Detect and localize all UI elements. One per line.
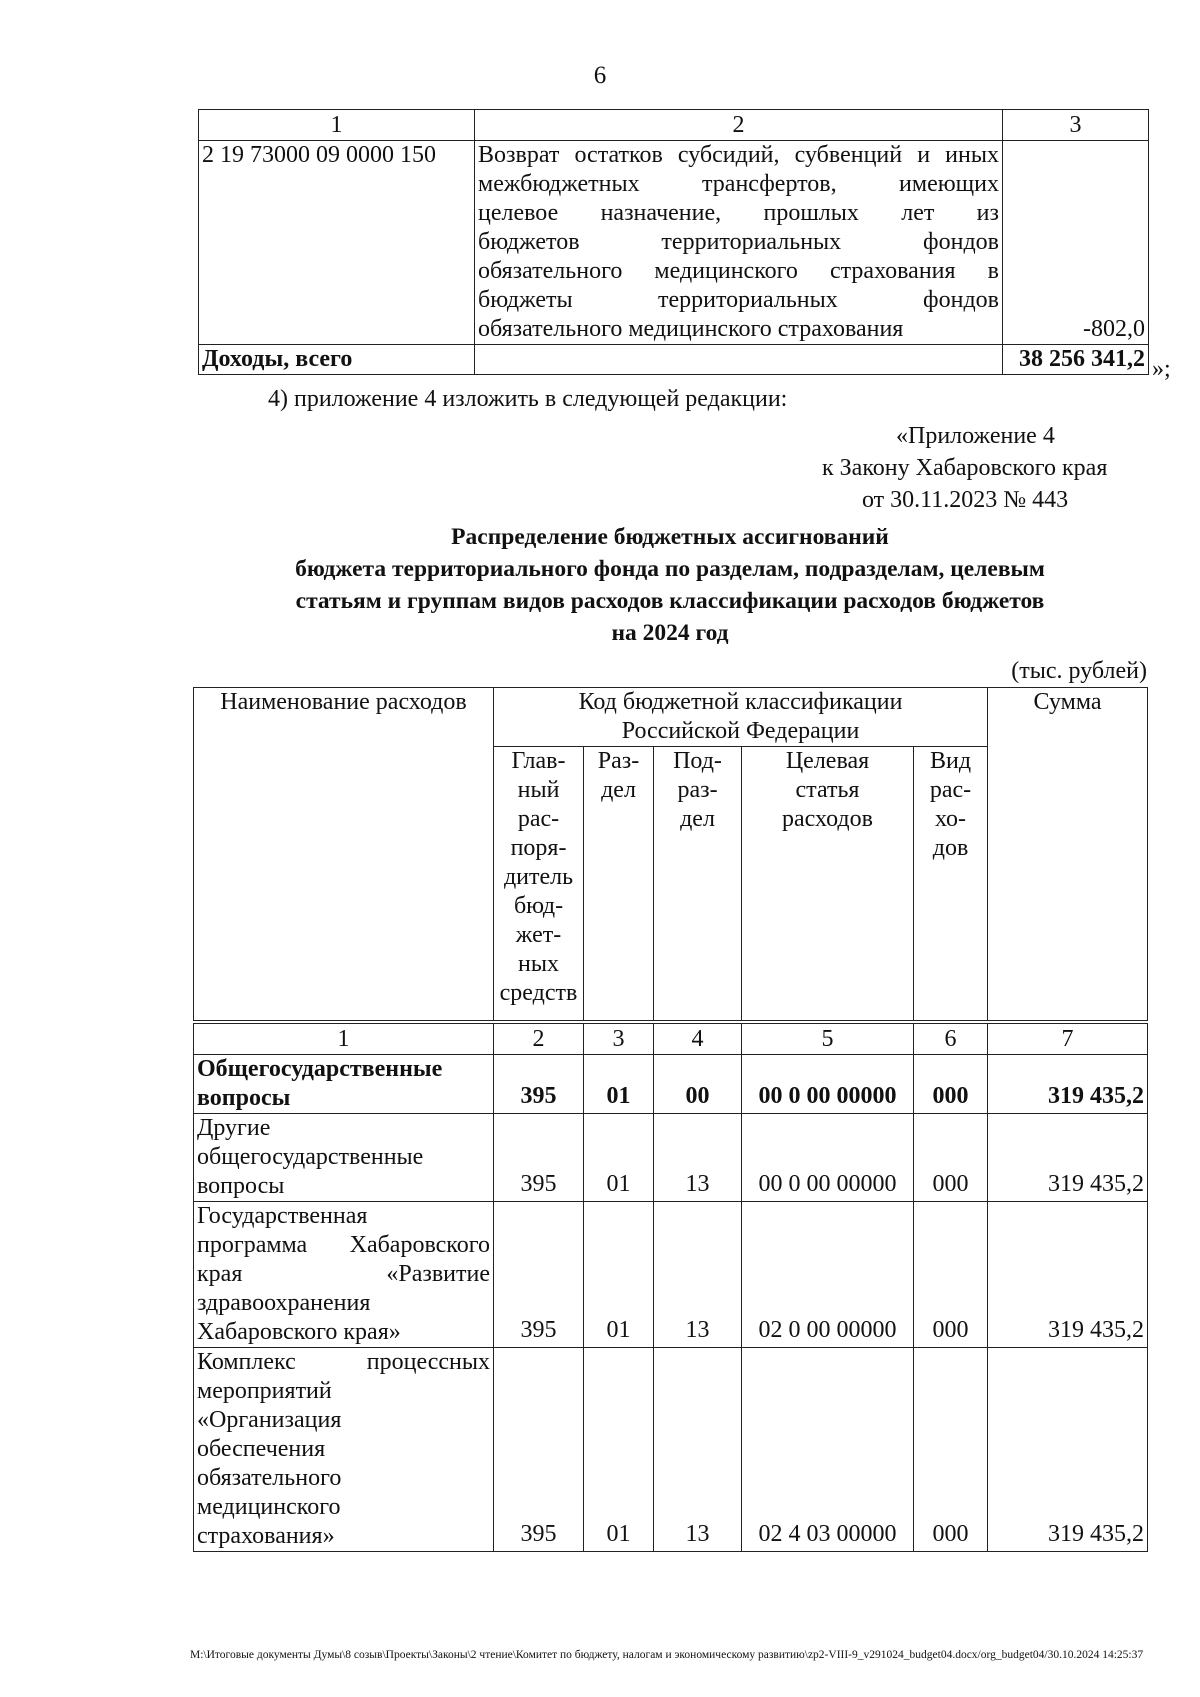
row-glav: 395 [494, 1348, 584, 1552]
page-number: 6 [593, 62, 607, 89]
income-amount: -802,0 [1003, 141, 1149, 345]
col-number: 6 [914, 1022, 988, 1055]
row-name: Другие общегосударственные вопросы [194, 1114, 494, 1202]
title-line: бюджета территориального фонда по разделам, подразделам, целевым [295, 556, 1045, 582]
col-number: 7 [988, 1022, 1148, 1055]
header-razdel: Раз- дел [584, 747, 654, 1023]
total-amount: 38 256 341,2 [1003, 345, 1149, 375]
description-line: межбюджетных трансфертов, имеющих [478, 171, 999, 197]
units-label: (тыс. рублей) [1011, 658, 1147, 684]
row-podrazdel: 13 [654, 1202, 742, 1348]
header-name: Наименование расходов [194, 688, 494, 1023]
appendix-line-2: к Закону Хабаровского края [822, 455, 1108, 481]
header-glav: Глав- ный рас- поря- дитель бюд- жет- ных средств [494, 747, 584, 1023]
header-code-line: Код бюджетной классификации [578, 689, 903, 715]
header-vid: Вид рас- хо- дов [914, 747, 988, 1023]
description-line: Возврат остатков субсидий, субвенций и иных [478, 142, 999, 168]
col-number: 1 [194, 1022, 494, 1055]
row-name: Комплекс процессных мероприятий «Организация обеспечения обязательного медицинского страхования» [194, 1348, 494, 1552]
total-row [199, 345, 1149, 375]
expenditure-table [193, 687, 1148, 1552]
table-row [194, 1202, 1148, 1348]
row-glav: 395 [494, 1202, 584, 1348]
header-code-line: Российской Федерации [621, 718, 860, 744]
row-podrazdel: 00 [654, 1055, 742, 1114]
row-tselevaya: 02 0 00 00000 [742, 1202, 914, 1348]
description-line: бюджеты территориальных фондов [478, 287, 999, 313]
row-name: Государственная программа Хабаровского края «Развитие здравоохранения Хабаровского края» [194, 1202, 494, 1348]
income-description [475, 141, 1003, 345]
appendix-line-1: «Приложение 4 [896, 423, 1055, 449]
table-row [194, 1055, 1148, 1114]
income-table [198, 109, 1149, 375]
document-title [0, 521, 1200, 649]
title-line: статьям и группам видов расходов классификации расходов бюджетов [295, 588, 1045, 614]
row-vid: 000 [914, 1202, 988, 1348]
col-header-2: 2 [475, 110, 1003, 141]
row-sum: 319 435,2 [988, 1114, 1148, 1202]
description-line: обязательного медицинского страхования [478, 316, 904, 342]
row-razdel: 01 [584, 1348, 654, 1552]
column-number-row [194, 1022, 1148, 1055]
col-number: 2 [494, 1022, 584, 1055]
row-vid: 000 [914, 1348, 988, 1552]
title-line: Распределение бюджетных ассигнований [451, 524, 889, 550]
row-vid: 000 [914, 1114, 988, 1202]
amendment-item: 4) приложение 4 изложить в следующей редакции: [268, 386, 788, 412]
row-vid: 000 [914, 1055, 988, 1114]
row-razdel: 01 [584, 1055, 654, 1114]
row-razdel: 01 [584, 1114, 654, 1202]
description-line: целевое назначение, прошлых лет из [478, 200, 999, 226]
total-empty [475, 345, 1003, 375]
col-number: 4 [654, 1022, 742, 1055]
row-tselevaya: 00 0 00 00000 [742, 1055, 914, 1114]
total-suffix: »; [1152, 356, 1171, 382]
description-line: обязательного медицинского страхования в [478, 258, 999, 284]
row-sum: 319 435,2 [988, 1202, 1148, 1348]
row-tselevaya: 00 0 00 00000 [742, 1114, 914, 1202]
header-podrazdel: Под- раз- дел [654, 747, 742, 1023]
income-code: 2 19 73000 09 0000 150 [199, 141, 475, 345]
header-code [494, 688, 988, 747]
header-sum: Сумма [988, 688, 1148, 1023]
file-path-footer: M:\Итоговые документы Думы\8 созыв\Проекты\Законы\2 чтение\Комитет по бюджету, налогам и экономическому развитию\zp2-VIII-9_v291024_budget04.docx/org_budget04/30.10.2024 14:25:37 [190, 1649, 1144, 1661]
col-header-1: 1 [199, 110, 475, 141]
table-row [194, 1348, 1148, 1552]
row-sum: 319 435,2 [988, 1348, 1148, 1552]
header-tselevaya: Целевая статья расходов [742, 747, 914, 1023]
row-podrazdel: 13 [654, 1348, 742, 1552]
income-table-header [199, 110, 1149, 141]
row-glav: 395 [494, 1055, 584, 1114]
row-podrazdel: 13 [654, 1114, 742, 1202]
row-tselevaya: 02 4 03 00000 [742, 1348, 914, 1552]
col-number: 3 [584, 1022, 654, 1055]
table-row [194, 1114, 1148, 1202]
table-row [199, 141, 1149, 345]
col-header-3: 3 [1003, 110, 1149, 141]
description-line: бюджетов территориальных фондов [478, 229, 999, 255]
total-label: Доходы, всего [199, 345, 475, 375]
col-number: 5 [742, 1022, 914, 1055]
appendix-line-3: от 30.11.2023 № 443 [862, 487, 1069, 513]
row-name: Общегосударственные вопросы [194, 1055, 494, 1114]
row-razdel: 01 [584, 1202, 654, 1348]
row-glav: 395 [494, 1114, 584, 1202]
row-sum: 319 435,2 [988, 1055, 1148, 1114]
title-line: на 2024 год [611, 620, 729, 646]
